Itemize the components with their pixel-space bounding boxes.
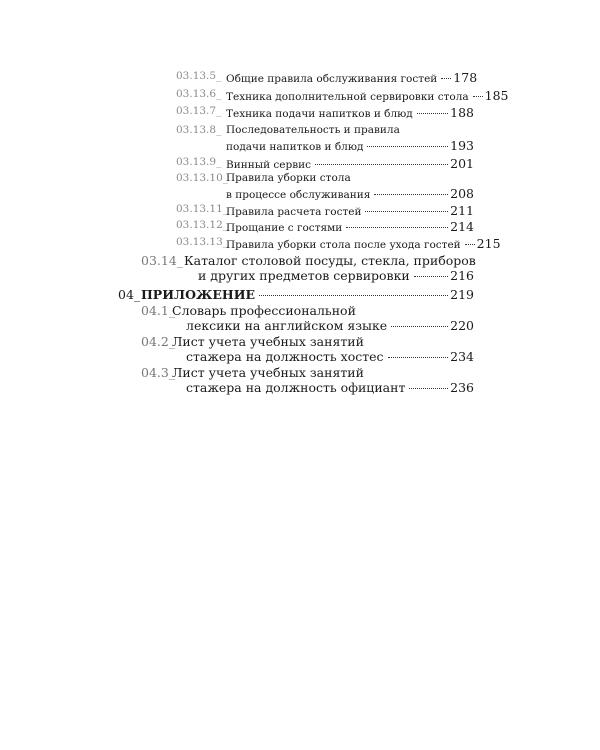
toc-entry-number: 03.13.5_ xyxy=(176,70,222,82)
toc-entry-number: 04.3_ xyxy=(141,365,176,380)
dot-leader xyxy=(346,226,448,228)
toc-entry-title: Винный сервис xyxy=(226,159,312,171)
dot-leader xyxy=(259,294,448,296)
toc-entry-page: 188 xyxy=(450,105,474,120)
dot-leader xyxy=(441,77,451,79)
dot-leader xyxy=(365,210,448,212)
toc-entry-page: 178 xyxy=(453,70,478,85)
toc-entry-title: Техника подачи напитков и блюд xyxy=(226,108,413,120)
toc-entry-page: 236 xyxy=(450,380,474,395)
toc-entry-page: 208 xyxy=(450,186,474,201)
toc-entry-number: 03.13.8_ xyxy=(176,124,222,136)
toc-entry-title: Прощание с гостями xyxy=(226,222,343,234)
dot-leader xyxy=(391,325,448,327)
toc-entry-title: Каталог столовой посуды, стекла, приборов xyxy=(184,253,476,268)
toc-entry-page: 219 xyxy=(450,287,474,302)
dot-leader xyxy=(414,275,448,277)
toc-entry-number: 03.13.11_ xyxy=(176,203,229,215)
toc-entry-page: 215 xyxy=(476,236,501,251)
toc-entry-number: 04_ xyxy=(118,287,141,302)
dot-leader xyxy=(388,356,449,358)
toc-entry-number: 03.13.12_ xyxy=(176,219,229,231)
toc-entry-title: Последовательность и правила xyxy=(226,124,400,136)
toc-entry-title: Лист учета учебных занятий xyxy=(172,365,364,380)
dot-leader xyxy=(417,112,448,114)
toc-entry-title: Общие правила обслуживания гостей xyxy=(226,73,438,85)
toc-entry-number: 04.2_ xyxy=(141,334,176,349)
toc-entry-number: 03.13.7_ xyxy=(176,105,222,117)
toc-entry-page: 185 xyxy=(484,88,509,103)
toc-entry-title: Правила расчета гостей xyxy=(226,206,362,218)
toc-entry-number: 03.13.6_ xyxy=(176,88,222,100)
toc-entry-page: 234 xyxy=(450,349,474,364)
toc-entry-title-cont: и других предметов сервировки xyxy=(198,268,410,283)
dot-leader xyxy=(367,145,448,147)
toc-entry-title-cont: стажера на должность официант xyxy=(186,380,406,395)
toc-entry-title: Лист учета учебных занятий xyxy=(172,334,364,349)
toc-entry-number: 04.1_ xyxy=(141,303,176,318)
toc-entry-number: 03.13.13_ xyxy=(176,236,229,248)
toc-entry-title: Техника дополнительной сервировки стола xyxy=(226,91,469,103)
toc-entry-title: ПРИЛОЖЕНИЕ xyxy=(141,287,256,302)
toc-entry-number: 03.13.9_ xyxy=(176,156,222,168)
toc-entry-page: 211 xyxy=(450,203,474,218)
toc-entry-page: 216 xyxy=(450,268,474,283)
toc-entry-title: Словарь профессиональной xyxy=(172,303,356,318)
toc-entry-page: 220 xyxy=(450,318,474,333)
dot-leader xyxy=(315,163,448,165)
toc-entry-title: Правила уборки стола xyxy=(226,172,351,184)
dot-leader xyxy=(473,95,483,97)
toc-entry-title-cont: лексики на английском языке xyxy=(186,318,388,333)
dot-leader xyxy=(465,243,475,245)
toc-entry-page: 214 xyxy=(450,219,474,234)
dot-leader xyxy=(374,193,448,195)
dot-leader xyxy=(409,387,448,389)
toc-entry-number: 03.14_ xyxy=(141,253,184,268)
toc-entry-title-cont: подачи напитков и блюд xyxy=(226,141,364,153)
toc-entry-title-cont: стажера на должность хостес xyxy=(186,349,384,364)
toc-entry-title: Правила уборки стола после ухода гостей xyxy=(226,239,461,251)
toc-entry-title-cont: в процессе обслуживания xyxy=(226,189,371,201)
toc-entry-page: 201 xyxy=(450,156,474,171)
toc-entry-number: 03.13.10_ xyxy=(176,172,229,184)
toc-entry-page: 193 xyxy=(450,138,474,153)
